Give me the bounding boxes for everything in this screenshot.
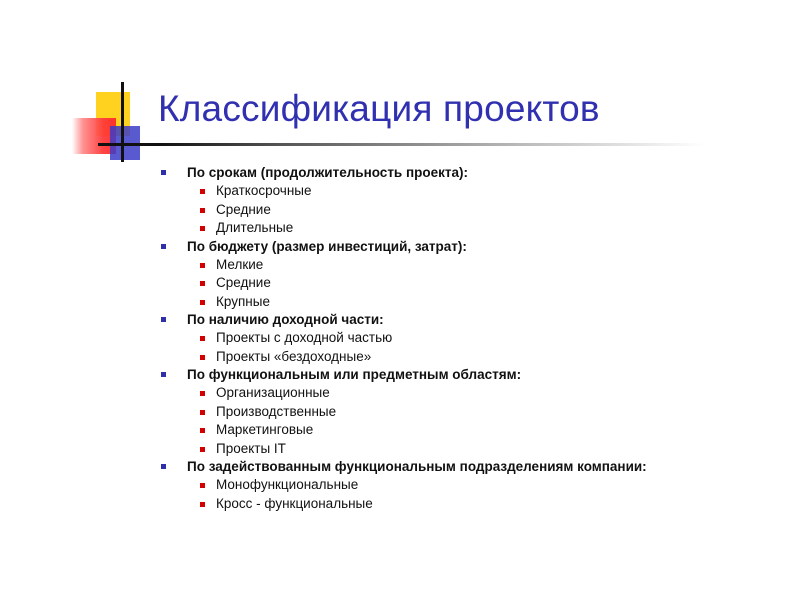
sub-item-label: Монофункциональные	[216, 477, 359, 492]
category-label: По наличию доходной части:	[187, 312, 384, 327]
sub-bullet-icon	[200, 502, 205, 507]
sub-item-label: Средние	[216, 201, 271, 217]
sub-item-label: Проекты с доходной частью	[216, 330, 393, 345]
sub-item-label: Маркетинговые	[216, 422, 314, 437]
sub-bullet-icon	[200, 355, 205, 360]
sub-bullet-icon	[200, 281, 205, 286]
slide-title: Классификация проектов	[158, 88, 600, 129]
sub-bullet-icon	[200, 483, 205, 488]
category-label: По задействованным функциональным подразделениям компании:	[187, 459, 647, 474]
sub-bullet-icon	[200, 189, 205, 194]
category-item	[160, 311, 760, 329]
category-label: По функциональным или предметным областям:	[187, 367, 522, 382]
sub-item	[160, 219, 760, 238]
sub-item	[160, 293, 760, 312]
sub-item-label: Мелкие	[216, 256, 264, 272]
sub-item-label: Производственные	[216, 403, 337, 419]
title-underline	[98, 143, 705, 146]
sub-item	[160, 274, 760, 293]
sub-item	[160, 329, 760, 348]
main-bullet-icon	[161, 244, 166, 249]
sub-bullet-icon	[200, 428, 205, 433]
sub-item	[160, 182, 760, 201]
sub-bullet-icon	[200, 391, 205, 396]
sub-item	[160, 348, 760, 367]
sub-item	[160, 201, 760, 220]
category-label: По срокам (продолжительность проекта):	[187, 165, 469, 180]
sub-bullet-icon	[200, 208, 205, 213]
sub-bullet-icon	[200, 410, 205, 415]
sub-bullet-icon	[200, 263, 205, 268]
sub-item-label: Организационные	[216, 385, 330, 400]
category-item	[160, 238, 760, 256]
sub-bullet-icon	[200, 336, 205, 341]
category-item	[160, 458, 760, 476]
sub-item-label: Длительные	[216, 220, 294, 235]
sub-item-label: Средние	[216, 275, 271, 290]
sub-item	[160, 476, 760, 495]
category-item	[160, 366, 760, 384]
main-bullet-icon	[161, 317, 166, 322]
sub-bullet-icon	[200, 447, 205, 452]
category-item	[160, 164, 760, 182]
sub-item-label: Краткосрочные	[216, 183, 312, 198]
category-label: По бюджету (размер инвестиций, затрат):	[187, 238, 467, 254]
main-bullet-icon	[161, 372, 166, 377]
sub-item-label: Проекты IT	[216, 440, 286, 456]
main-bullet-icon	[161, 170, 166, 175]
sub-item	[160, 440, 760, 459]
sub-item	[160, 256, 760, 275]
classification-list	[160, 164, 760, 513]
sub-item-label: Проекты «бездоходные»	[216, 348, 372, 364]
sub-item	[160, 384, 760, 403]
sub-item-label: Крупные	[216, 293, 270, 309]
sub-item	[160, 421, 760, 440]
sub-item	[160, 403, 760, 422]
sub-bullet-icon	[200, 226, 205, 231]
sub-item	[160, 495, 760, 514]
sub-item-label: Кросс - функциональные	[216, 495, 373, 511]
decor-vertical-line	[121, 82, 124, 162]
main-bullet-icon	[161, 464, 166, 469]
sub-bullet-icon	[200, 300, 205, 305]
